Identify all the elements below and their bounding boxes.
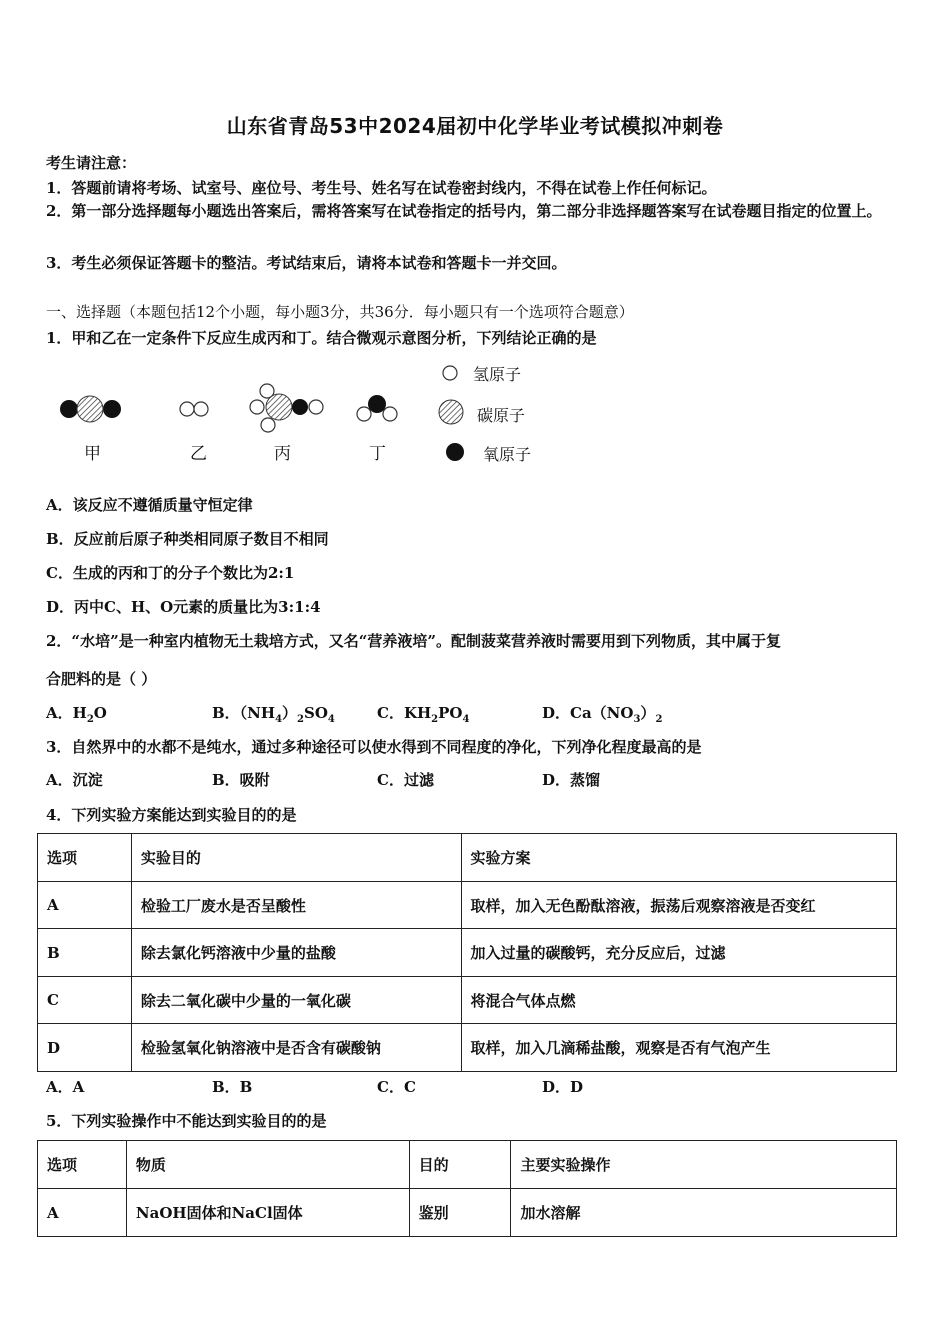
legend-carbon-symbol	[439, 400, 463, 424]
q2-option-d: D．$Ca(NO_3)_2$	[542, 704, 663, 725]
table-header-row	[38, 834, 897, 882]
molecule-ding	[357, 395, 397, 421]
table-header-cell: 实验方案	[461, 834, 897, 882]
q4-stem: 4．下列实验方案能达到实验目的的是	[46, 806, 297, 824]
table-cell: 检验氢氧化钠溶液中是否含有碳酸钠	[131, 1024, 461, 1072]
q1-option-a: A．该反应不遵循质量守恒定律	[46, 496, 253, 514]
table-cell: B	[38, 929, 132, 977]
q5-table	[37, 1140, 897, 1237]
table-row	[38, 882, 897, 929]
notice-item-2: 2．第一部分选择题每小题选出答案后，需将答案写在试卷指定的括号内，第二部分非选择题答案写在试卷题目指定的位置上。	[46, 202, 882, 220]
table-header-cell: 主要实验操作	[511, 1141, 897, 1189]
legend-carbon-label: 碳原子	[477, 406, 526, 425]
notice-heading: 考生请注意：	[46, 154, 137, 172]
q2-stem-line2: 合肥料的是（ ）	[46, 670, 157, 688]
q2-option-a: A．$H_2O$	[46, 704, 107, 725]
q1-stem: 1．甲和乙在一定条件下反应生成丙和丁。结合微观示意图分析，下列结论正确的是	[46, 329, 597, 347]
q4-option-c: C．C	[377, 1078, 416, 1096]
table-cell: NaOH固体和NaCl固体	[126, 1189, 409, 1237]
table-cell: 加水溶解	[511, 1189, 897, 1237]
q3-option-a: A．沉淀	[46, 771, 103, 789]
notice-item-1: 1．答题前请将考场、试室号、座位号、考生号、姓名写在试卷密封线内，不得在试卷上作任何标记。	[46, 179, 717, 197]
q4-option-b: B．B	[212, 1078, 253, 1096]
table-row	[38, 1024, 897, 1072]
section-heading: 一、选择题（本题包括12个小题，每小题3分，共36分．每小题只有一个选项符合题意）	[46, 303, 634, 321]
table-header-cell: 实验目的	[131, 834, 461, 882]
molecule-label-jia: 甲	[84, 444, 101, 464]
table-header-cell: 物质	[126, 1141, 409, 1189]
molecule-label-yi: 乙	[190, 444, 207, 464]
q1-option-c: C．生成的丙和丁的分子个数比为2:1	[46, 564, 295, 582]
q1-option-d: D．丙中C、H、O元素的质量比为3:1:4	[46, 598, 321, 616]
q1-option-b: B．反应前后原子种类相同原子数目不相同	[46, 530, 329, 548]
notice-item-3: 3．考生必须保证答题卡的整洁。考试结束后，请将本试卷和答题卡一并交回。	[46, 254, 567, 272]
molecule-yi	[180, 402, 208, 416]
q3-option-c: C．过滤	[377, 771, 434, 789]
table-cell: 将混合气体点燃	[461, 977, 897, 1024]
table-header-cell: 目的	[409, 1141, 511, 1189]
legend-oxygen-symbol	[446, 443, 464, 461]
q2-stem-line1: 2．“水培”是一种室内植物无土栽培方式，又名“营养液培”。配制菠菜营养液时需要用到下列物质，其中属于复	[46, 632, 781, 650]
table-row	[38, 1189, 897, 1237]
table-header-row	[38, 1141, 897, 1189]
table-row	[38, 929, 897, 977]
molecule-bing	[250, 384, 323, 432]
table-cell: 取样，加入几滴稀盐酸，观察是否有气泡产生	[461, 1024, 897, 1072]
legend-hydrogen-label: 氢原子	[473, 365, 522, 384]
legend-hydrogen-symbol	[443, 366, 457, 380]
q4-table	[37, 833, 897, 1072]
q4-option-a: A．A	[46, 1078, 85, 1096]
table-cell: 除去氯化钙溶液中少量的盐酸	[131, 929, 461, 977]
molecule-label-ding: 丁	[369, 444, 386, 464]
q3-option-b: B．吸附	[212, 771, 270, 789]
table-cell: 鉴别	[409, 1189, 511, 1237]
table-cell: 取样，加入无色酚酞溶液，振荡后观察溶液是否变红	[461, 882, 897, 929]
table-header-cell: 选项	[38, 1141, 127, 1189]
molecule-jia	[60, 396, 121, 422]
table-cell: A	[38, 1189, 127, 1237]
page-title: 山东省青岛53中2024届初中化学毕业考试模拟冲刺卷	[226, 114, 724, 138]
q2-option-b: B．$(NH_4)_2SO_4$	[212, 704, 335, 725]
table-header-cell: 选项	[38, 834, 132, 882]
table-cell: C	[38, 977, 132, 1024]
table-cell: 加入过量的碳酸钙，充分反应后，过滤	[461, 929, 897, 977]
table-cell: D	[38, 1024, 132, 1072]
molecule-label-bing: 丙	[274, 444, 291, 464]
q2-option-c: C．$KH_2PO_4$	[377, 704, 470, 725]
table-cell: 除去二氧化碳中少量的一氧化碳	[131, 977, 461, 1024]
q4-option-d: D．D	[542, 1078, 584, 1096]
q5-stem: 5．下列实验操作中不能达到实验目的的是	[46, 1112, 327, 1130]
legend-oxygen-label: 氧原子	[483, 445, 532, 464]
table-row	[38, 977, 897, 1024]
table-cell: 检验工厂废水是否呈酸性	[131, 882, 461, 929]
q3-stem: 3．自然界中的水都不是纯水，通过多种途径可以使水得到不同程度的净化，下列净化程度最高的是	[46, 738, 702, 756]
table-cell: A	[38, 882, 132, 929]
q3-option-d: D．蒸馏	[542, 771, 601, 789]
